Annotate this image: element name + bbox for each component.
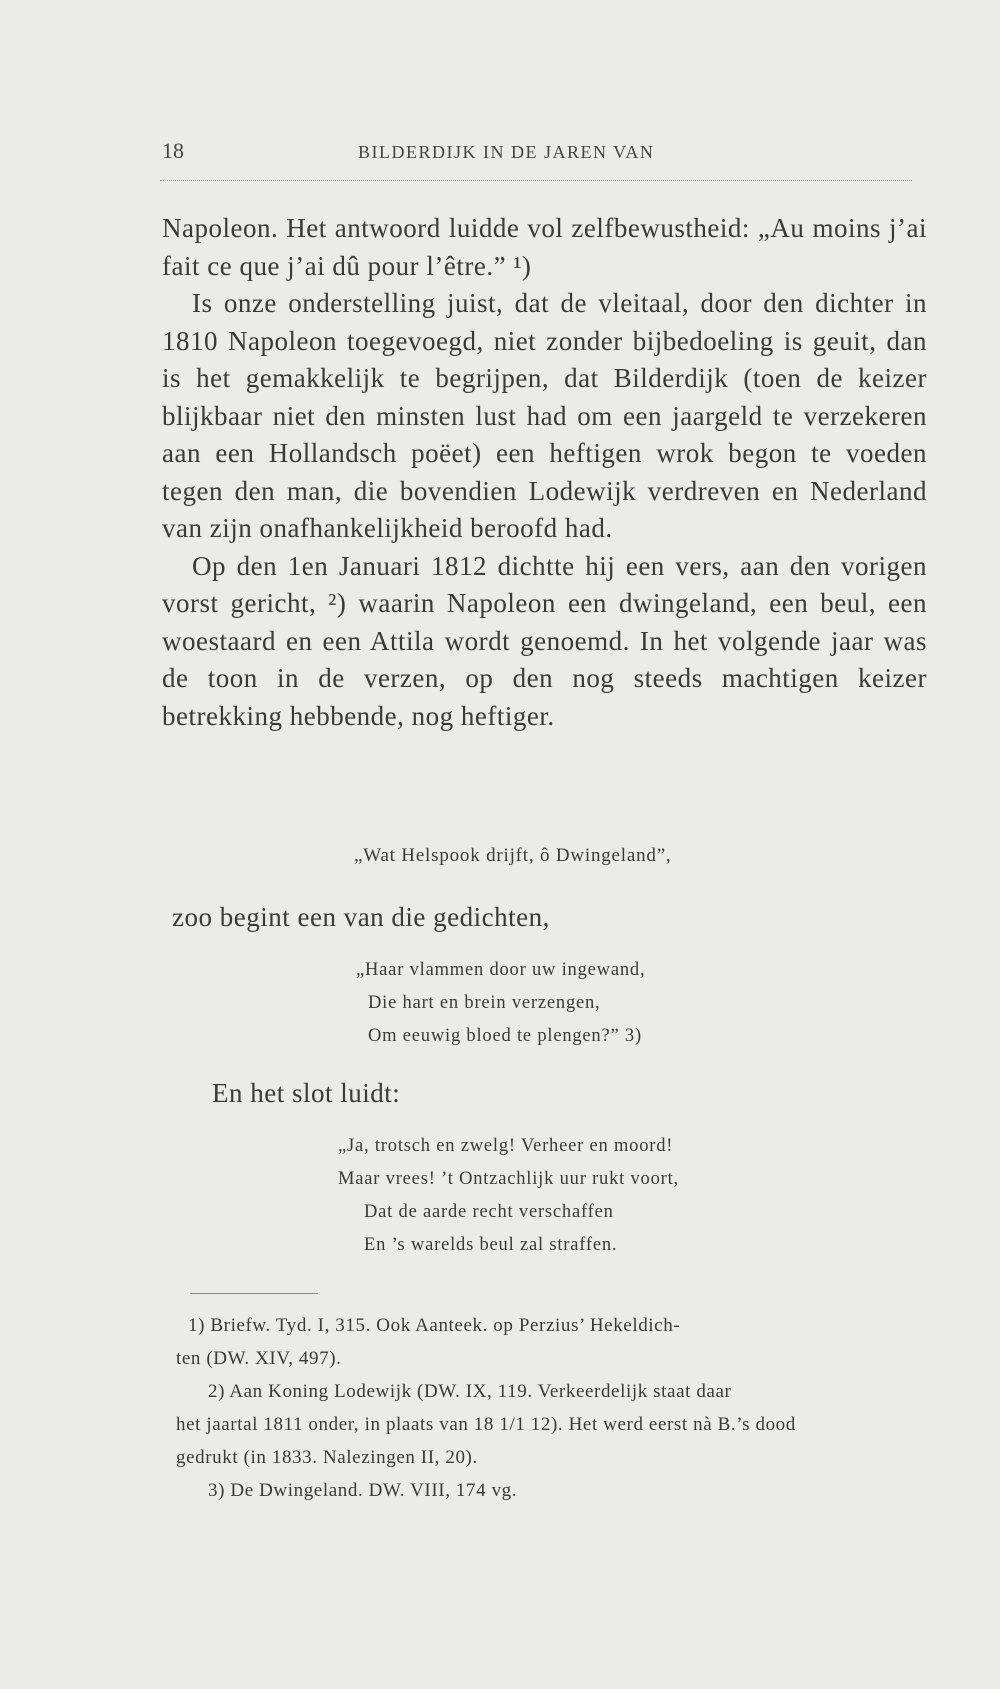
verse-line: „Ja, trotsch en zwelg! Verheer en moord!	[338, 1136, 674, 1156]
footnote: 2) Aan Koning Lodewijk (DW. IX, 119. Verkeerdelijk staat daar	[208, 1381, 732, 1402]
verse-line: Dat de aarde recht verschaffen	[364, 1202, 614, 1222]
paragraph: Napoleon. Het antwoord luidde vol zelfbewustheid: „Au moins j’ai fait ce que j’ai dû pour l’être.” ¹)	[162, 213, 927, 281]
verse-line: Om eeuwig bloed te plengen?” 3)	[368, 1026, 642, 1046]
verse-line: En ’s warelds beul zal straffen.	[364, 1235, 618, 1255]
header-rule	[160, 176, 912, 181]
footnote: 1) Briefw. Tyd. I, 315. Ook Aanteek. op Perzius’ Hekeldich-	[188, 1315, 681, 1336]
verse-stanza	[356, 954, 645, 1053]
paragraph: Op den 1en Januari 1812 dichtte hij een vers, aan den vorigen vorst gericht, ²) waarin Napoleon een dwingeland, een beul, een woestaard en een Attila wordt genoemd. In het volgende jaar was de toon in de verzen, op den nog steeds machtigen keizer betrekking hebbende, nog heftiger.	[162, 550, 927, 731]
quoted-verse-line: „Wat Helspook drijft, ô Dwingeland”,	[354, 845, 672, 866]
footnote-continuation: ten (DW. XIV, 497).	[176, 1348, 342, 1369]
main-text	[162, 210, 927, 735]
verse-line: „Haar vlammen door uw ingewand,	[356, 960, 646, 980]
verse-line: Die hart en brein verzengen,	[368, 993, 601, 1013]
paragraph: Is onze onderstelling juist, dat de vleitaal, door den dichter in 1810 Napoleon toegevoegd, niet zonder bijbedoeling is geuit, dan is het gemakkelijk te begrijpen, dat Bilderdijk (toen de keizer blijkbaar niet den minsten lust had om een jaargeld te verzekeren aan een Hollandsch poëet) een heftigen wrok begon te voeden tegen den man, die bovendien Lodewijk verdreven en Nederland van zijn onafhankelijkheid beroofd had.	[162, 288, 927, 543]
verse-stanza	[338, 1130, 679, 1262]
page-number: 18	[162, 138, 184, 163]
footnote-continuation: gedrukt (in 1833. Nalezingen II, 20).	[176, 1447, 478, 1468]
footnote: 3) De Dwingeland. DW. VIII, 174 vg.	[208, 1480, 518, 1501]
continuation-text: zoo begint een van die gedichten,	[172, 902, 550, 932]
footnote-continuation: het jaartal 1811 onder, in plaats van 18 1/1 12). Het werd eerst nà B.’s dood	[176, 1414, 796, 1435]
footnotes	[176, 1309, 943, 1507]
slot-intro: En het slot luidt:	[212, 1078, 401, 1108]
running-title: BILDERDIJK IN DE JAREN VAN	[358, 142, 655, 162]
footnote-rule	[190, 1293, 318, 1294]
verse-line: Maar vrees! ’t Ontzachlijk uur rukt voort,	[338, 1169, 679, 1189]
